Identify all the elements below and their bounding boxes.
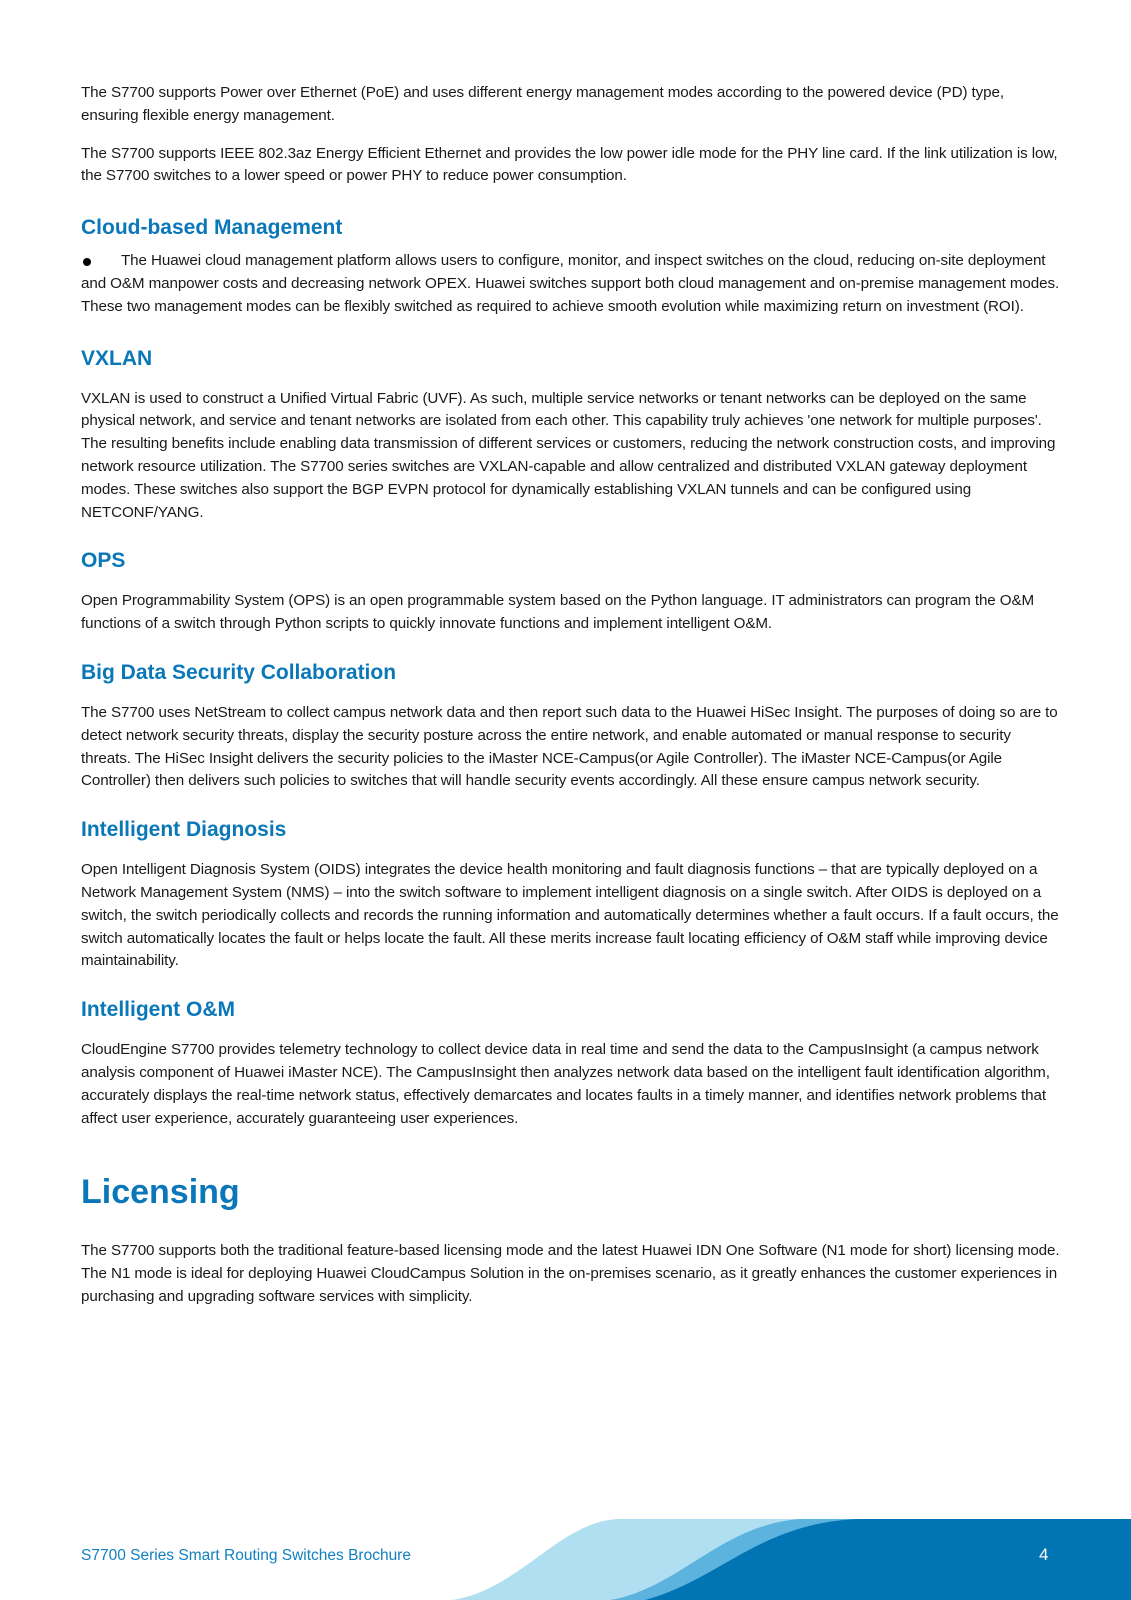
intro-paragraph-eee: The S7700 supports IEEE 802.3az Energy Efficient Ethernet and provides the low power idle mode for the PHY line card. If the link utilization is low, the S7700 switches to a lower speed or power PHY to reduce power consumption. [81,144,1058,185]
heading-big-data-security: Big Data Security Collaboration [81,660,397,684]
paragraph-licensing: The S7700 supports both the traditional feature-based licensing mode and the latest Huawei IDN One Software (N1 mode for short) licensing mode. The N1 mode is ideal for deploying Huawei CloudCampus Solution in the on-premises scenario, as it greatly enhances the customer experiences in purchasing and upgrading software services with simplicity. [81,1242,1060,1305]
page-number: 4 [1039,1545,1049,1564]
heading-intelligent-diagnosis: Intelligent Diagnosis [81,818,287,842]
footer-document-title: S7700 Series Smart Routing Switches Brochure [81,1547,411,1564]
heading-intelligent-om: Intelligent O&M [81,998,235,1022]
page-content [81,82,1061,1309]
paragraph-vxlan: VXLAN is used to construct a Unified Virtual Fabric (UVF). As such, multiple service networks or tenant networks can be deployed on the same physical network, and service and tenant networks are isolated from each other. This capability truly achieves 'one network for multiple purposes'. The resulting benefits include enabling data transmission of different services or customers, reducing the network construction costs, and improving network resource utilization. The S7700 series switches are VXLAN-capable and allow centralized and distributed VXLAN gateway deployment modes. These switches also support the BGP EVPN protocol for dynamically establishing VXLAN tunnels and can be configured using NETCONF/YANG. [81,389,1056,521]
heading-ops: OPS [81,549,126,573]
paragraph-intelligent-diagnosis: Open Intelligent Diagnosis System (OIDS) integrates the device health monitoring and fault diagnosis functions – that are typically deployed on a Network Management System (NMS) – into the switch software to implement intelligent diagnosis on a single switch. After OIDS is deployed on a switch, the switch periodically collects and records the running information and automatically determines whether a fault occurs. If a fault occurs, the switch automatically locates the fault or helps locate the fault. All these merits increase fault locating efficiency of O&M staff while improving device maintainability. [81,861,1059,970]
bullet-item-cloud-platform [81,250,1061,318]
heading-licensing: Licensing [81,1173,240,1212]
paragraph-big-data-security: The S7700 uses NetStream to collect campus network data and then report such data to the Huawei HiSec Insight. The purposes of doing so are to detect network security threats, display the security posture across the entire network, and enable automated or manual response to security threats. The HiSec Insight delivers the security policies to the iMaster NCE-Campus(or Agile Controller). The iMaster NCE-Campus(or Agile Controller) then delivers such policies to switches that will handle security events accordingly. All these ensure campus network security. [81,703,1058,790]
bullet-text: The Huawei cloud management platform allows users to configure, monitor, and inspect switches on the cloud, reducing on-site deployment and O&M manpower costs and decreasing network OPEX. Huawei switches support both cloud management and on-premise management modes. These two management modes can be flexibly switched as required to achieve smooth evolution while maximizing return on investment (ROI). [81,252,1060,315]
intro-paragraph-poe: The S7700 supports Power over Ethernet (PoE) and uses different energy management modes according to the powered device (PD) type, ensuring flexible energy management. [81,84,1004,124]
heading-vxlan: VXLAN [81,346,153,370]
heading-cloud-management: Cloud-based Management [81,216,343,240]
footer-wave-graphic [0,1480,1131,1600]
paragraph-ops: Open Programmability System (OPS) is an open programmable system based on the Python language. IT administrators can program the O&M functions of a switch through Python scripts to quickly innovate functions and implement intelligent O&M. [81,592,1035,633]
paragraph-intelligent-om: CloudEngine S7700 provides telemetry technology to collect device data in real time and send the data to the CampusInsight (a campus network analysis component of Huawei iMaster NCE). The CampusInsight then analyzes network data based on the intelligent fault identification algorithm, accurately displays the real-time network status, effectively demarcates and locates faults in a timely manner, and identifies network problems that affect user experience, accurately guaranteeing user experiences. [81,1041,1050,1127]
